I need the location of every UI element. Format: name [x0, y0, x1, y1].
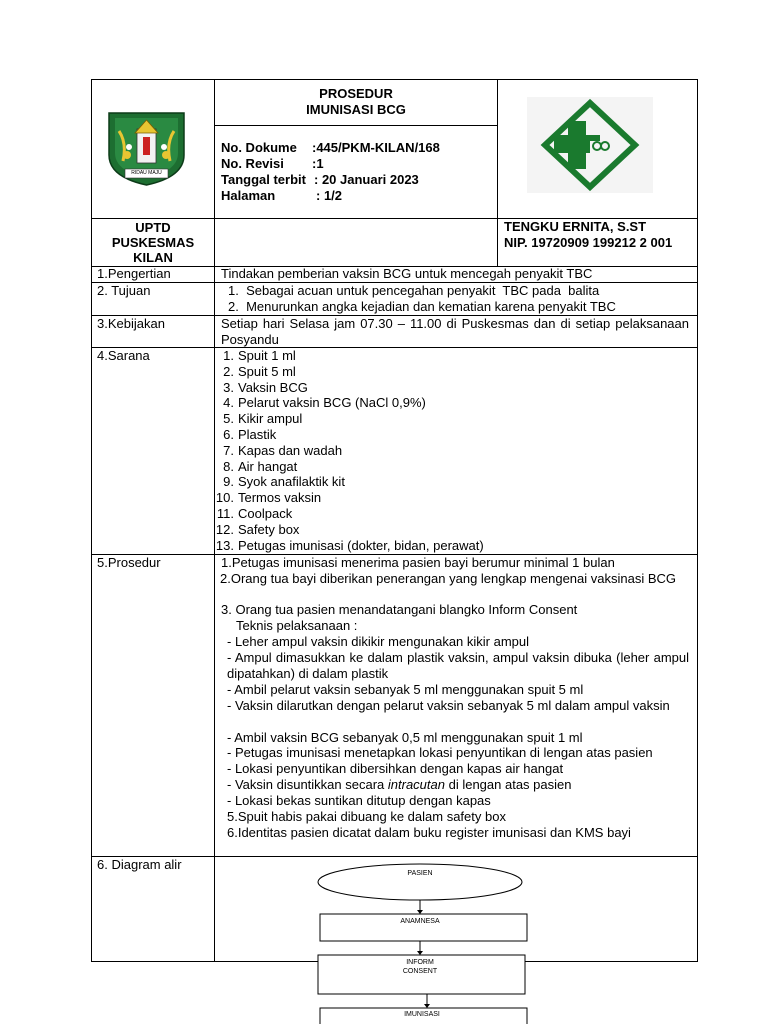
- teknis-step-text: di lengan atas pasien: [444, 777, 572, 792]
- teknis-step: [227, 777, 571, 793]
- list-item: 2. Spuit 5 ml: [223, 363, 296, 379]
- list-item: 13. Petugas imunisasi (dokter, bidan, perawat): [215, 537, 484, 553]
- divider: [497, 79, 498, 267]
- tujuan-label: 2. Tujuan: [97, 283, 151, 298]
- kebijakan-label: 3.Kebijakan: [97, 316, 165, 331]
- list-item: 7. Kapas dan wadah: [223, 442, 343, 458]
- teknis-step: - Lokasi bekas suntikan ditutup dengan kapas: [227, 793, 491, 808]
- teknis-step: - Ambil pelarut vaksin sebanyak 5 ml menggunakan spuit 5 ml: [227, 682, 584, 697]
- prosedur-step-5: 5.Spuit habis pakai dibuang ke dalam safety box: [227, 809, 506, 824]
- signer-name: TENGKU ERNITA, S.ST: [504, 219, 647, 234]
- signer-nip: NIP. 19720909 199212 2 001: [504, 235, 673, 250]
- list-item: 5. Kikir ampul: [223, 411, 303, 427]
- list-item: 6. Plastik: [223, 426, 277, 442]
- diagram-label: 6. Diagram alir: [97, 857, 182, 872]
- doc-title-line1: PROSEDUR: [319, 86, 393, 101]
- flow-node-inform-consent: INFORM CONSENT: [402, 959, 438, 975]
- teknis-step: - Leher ampul vaksin dikikir mengunakan kikir ampul: [227, 634, 530, 649]
- flow-arrowhead: [417, 910, 423, 914]
- prosedur-label: 5.Prosedur: [97, 555, 161, 570]
- doc-number-value: :445/PKM-KILAN/168: [312, 140, 440, 155]
- emblem-banner-text: RIDAU MAJU: [131, 170, 162, 176]
- doc-number-label: No. Dokume: [221, 140, 297, 155]
- list-item: 9. Syok anafilaktik kit: [223, 474, 345, 490]
- tujuan-item: 1. Sebagai acuan untuk pencegahan penyakit TBC pada balita: [228, 283, 600, 298]
- list-item: 4. Pelarut vaksin BCG (NaCl 0,9%): [223, 395, 426, 411]
- prosedur-step-1: 1.Petugas imunisasi menerima pasien bayi berumur minimal 1 bulan: [221, 555, 615, 570]
- teknis-heading: Teknis pelaksanaan :: [236, 618, 358, 633]
- list-item: 3. Vaksin BCG: [223, 379, 308, 395]
- revision-value: :1: [312, 156, 324, 171]
- prosedur-step-2: 2.Orang tua bayi diberikan penerangan yang lengkap mengenai vaksinasi BCG: [220, 571, 677, 586]
- flowchart: [300, 857, 550, 1024]
- kebijakan-text: Setiap hari Selasa jam 07.30 – 11.00 di Puskesmas dan di setiap pelaksanaan Posyandu: [221, 316, 689, 347]
- flow-node-imunisasi: IMUNISASI: [404, 1011, 440, 1018]
- sarana-list: [214, 348, 684, 553]
- pengertian-text: Tindakan pemberian vaksin BCG untuk mencegah penyakit TBC: [221, 266, 593, 281]
- page-value: : 1/2: [316, 188, 343, 203]
- list-item: 11. Coolpack: [216, 505, 293, 521]
- issue-date-value: : 20 Januari 2023: [314, 172, 419, 187]
- riau-emblem-logo: [103, 109, 190, 187]
- teknis-step: - Vaksin dilarutkan dengan pelarut vaksin sebanyak 5 ml dalam ampul vaksin: [227, 698, 670, 713]
- body-frame-left: [91, 266, 92, 962]
- prosedur-step-6: 6.Identitas pasien dicatat dalam buku register imunisasi dan KMS bayi: [227, 825, 631, 840]
- teknis-step: - Petugas imunisasi menetapkan lokasi penyuntikan di lengan atas pasien: [227, 745, 653, 760]
- list-item: 10. Termos vaksin: [215, 490, 322, 506]
- teknis-step-text: - Vaksin disuntikkan secara: [227, 777, 388, 792]
- list-item: 8. Air hangat: [223, 458, 298, 474]
- teknis-step-italic: intracutan: [387, 777, 445, 792]
- teknis-step: - Ampul dimasukkan ke dalam plastik vaksin, ampul vaksin dibuka (leher ampul dipatahkan) di dalam plastik: [227, 650, 689, 681]
- tujuan-item: 2. Menurunkan angka kejadian dan kematian karena penyakit TBC: [228, 299, 616, 314]
- flow-node-pasien: PASIEN: [407, 870, 433, 877]
- revision-label: No. Revisi: [221, 156, 284, 171]
- body-frame-right: [697, 266, 698, 962]
- unit-line3: KILAN: [133, 250, 173, 265]
- teknis-step: - Lokasi penyuntikan dibersihkan dengan kapas air hangat: [227, 761, 564, 776]
- flow-arrowhead: [417, 951, 423, 955]
- flow-arrowhead: [424, 1004, 430, 1008]
- teknis-step: - Ambil vaksin BCG sebanyak 0,5 ml menggunakan spuit 1 ml: [227, 730, 583, 745]
- unit-line2: PUSKESMAS: [111, 235, 195, 250]
- prosedur-step-3: 3. Orang tua pasien menandatangani blangko Inform Consent: [221, 602, 578, 617]
- list-item: 12. Safety box: [215, 521, 300, 537]
- doc-title-line2: IMUNISASI BCG: [306, 102, 406, 117]
- issue-date-label: Tanggal terbit: [221, 172, 306, 187]
- puskesmas-logo: [527, 97, 653, 193]
- divider: [214, 125, 498, 126]
- page-label: Halaman: [221, 188, 276, 203]
- list-item: 1. Spuit 1 ml: [223, 348, 296, 363]
- sarana-label: 4.Sarana: [97, 348, 150, 363]
- flow-node-anamnesa: ANAMNESA: [400, 918, 440, 925]
- unit-line1: UPTD: [135, 220, 171, 235]
- pengertian-label: 1.Pengertian: [97, 266, 171, 281]
